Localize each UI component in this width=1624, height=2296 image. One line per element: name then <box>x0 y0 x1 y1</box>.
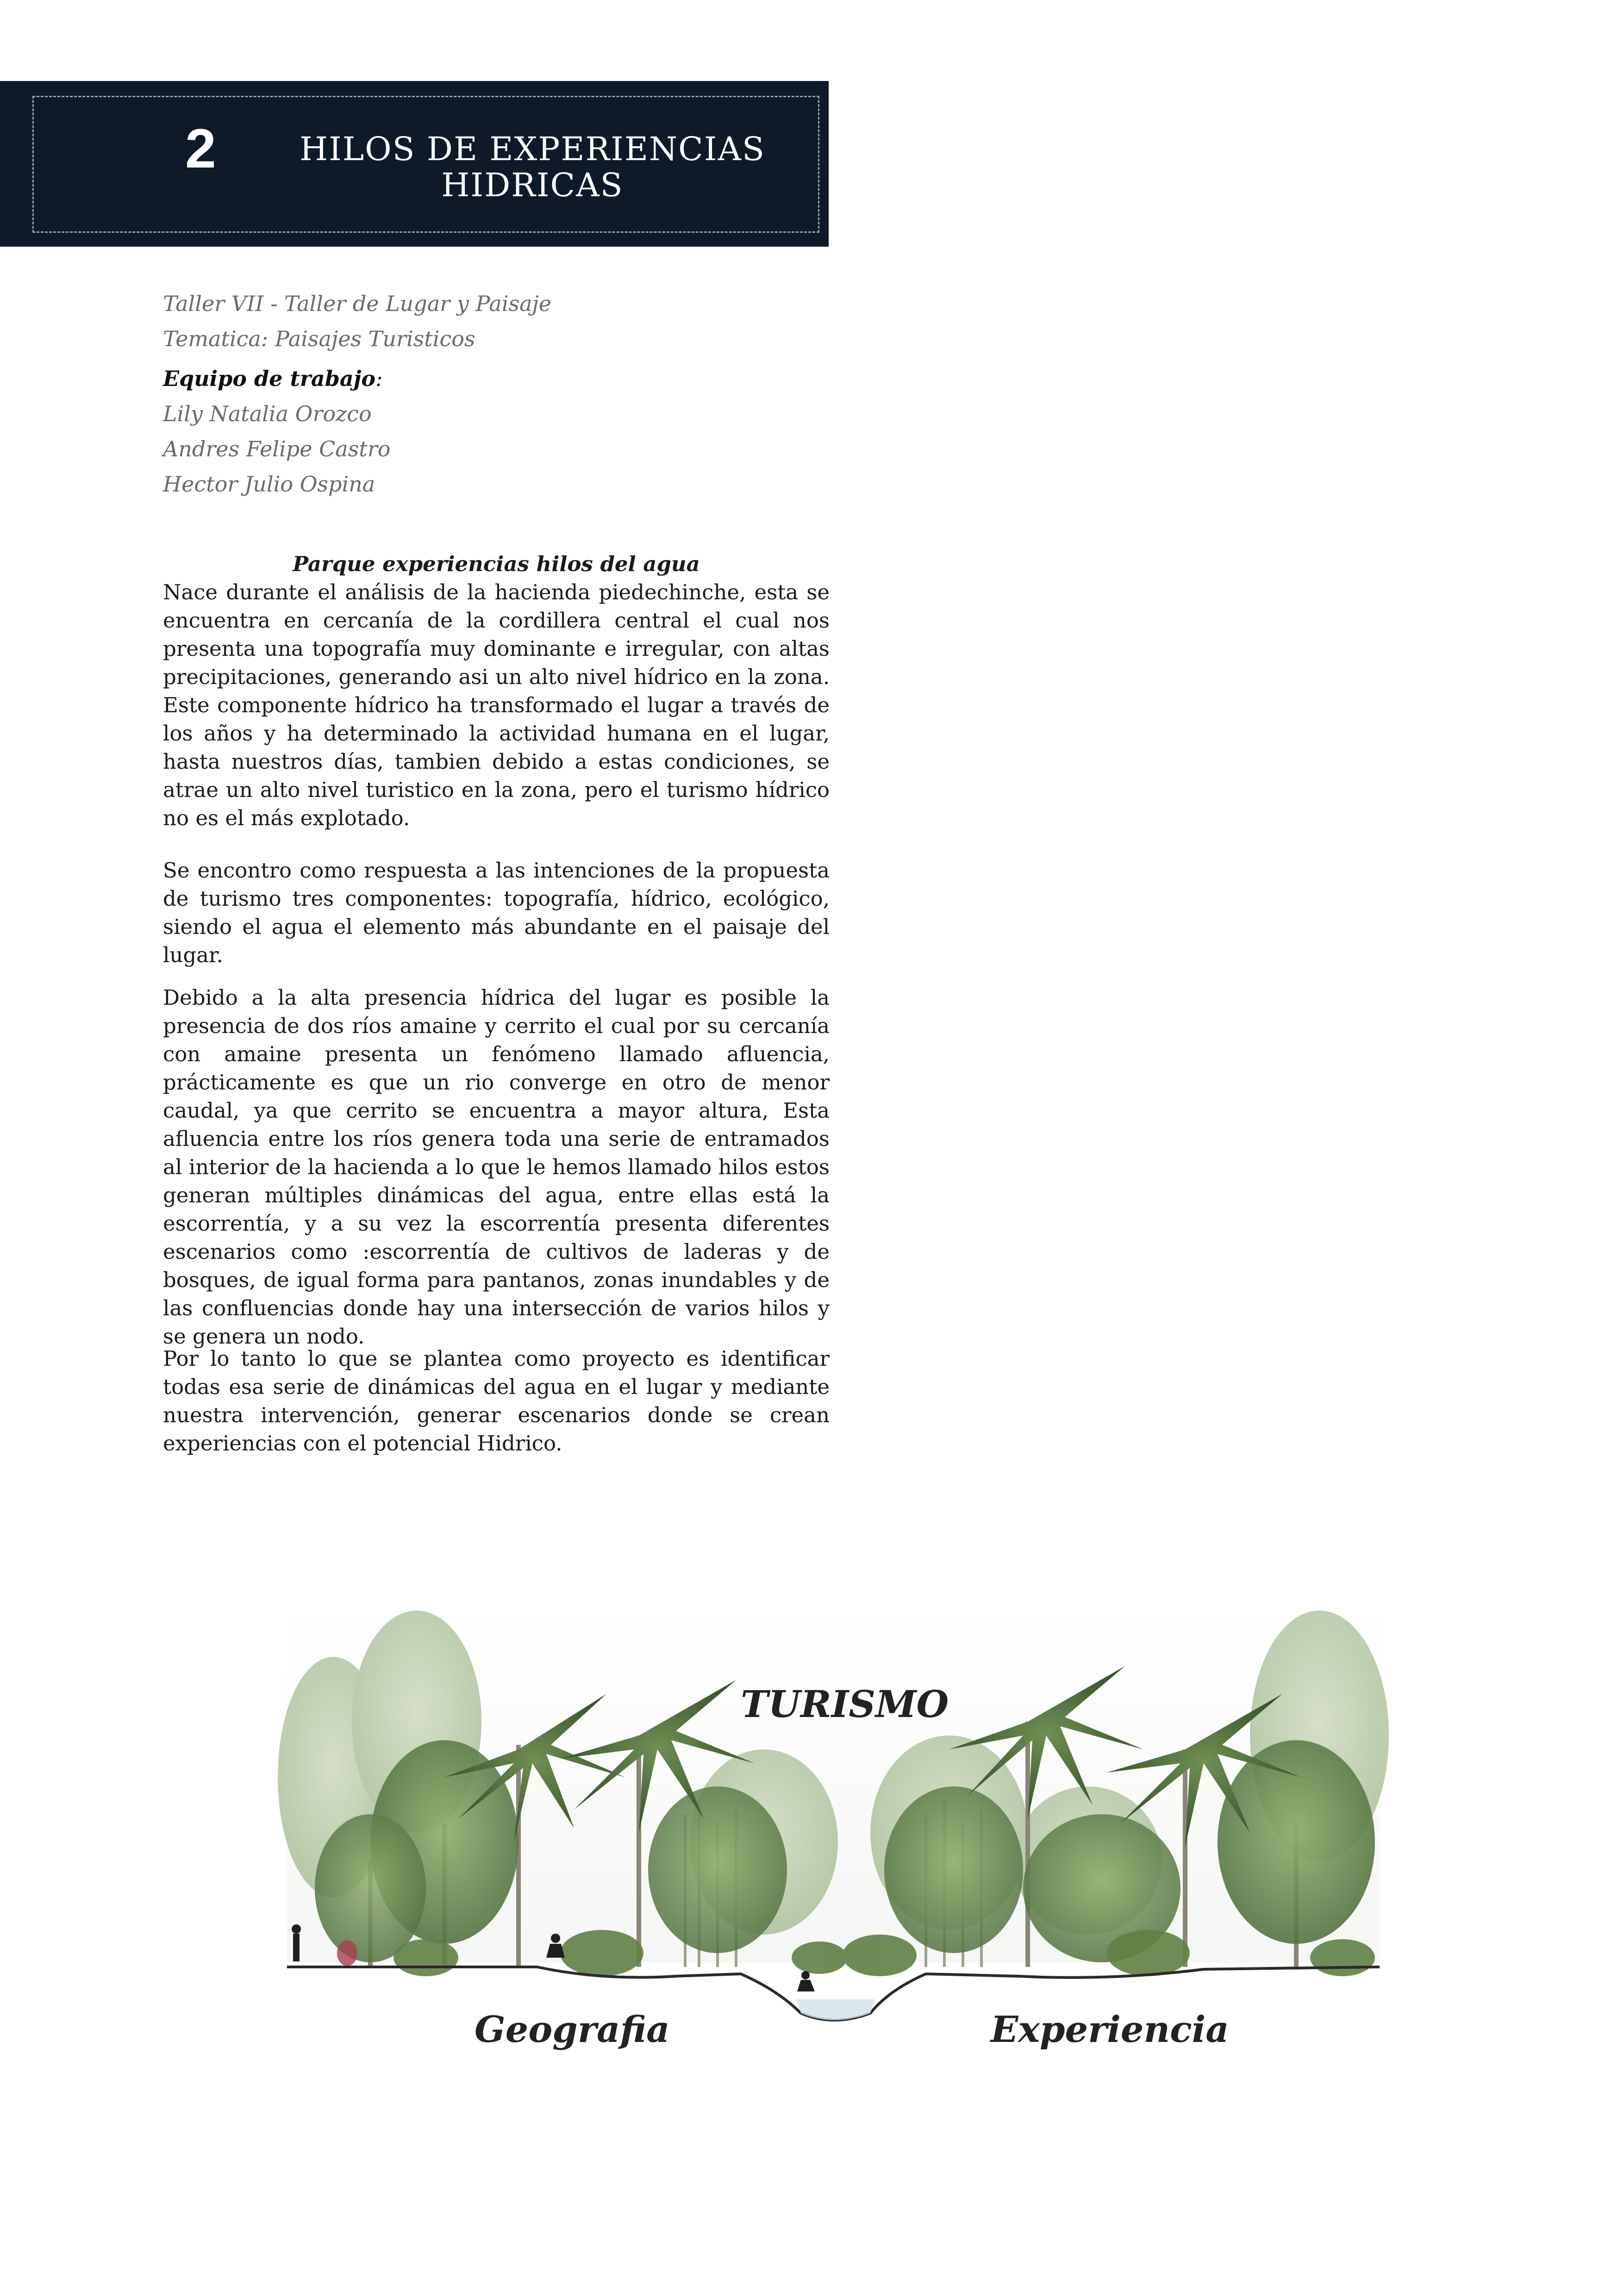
chapter-title-line-1: HILOS DE EXPERIENCIAS <box>300 130 765 168</box>
team-heading <box>163 361 811 396</box>
paragraph-2: Se encontro como respuesta a las intenciones de la propuesta de turismo tres componentes: topografía, hídrico, ecológico, siendo el agua el elemento más abundante en el paisaje del lugar. <box>163 858 830 967</box>
chapter-header <box>0 81 829 247</box>
intro-section <box>163 550 830 832</box>
chapter-title-line-2: HIDRICAS <box>441 166 624 204</box>
section-title: Parque experiencias hilos del agua <box>293 552 700 576</box>
chapter-title <box>296 131 768 203</box>
paragraph-1: Nace durante el análisis de la hacienda piedechinche, esta se encuentra en cercanía de la cordillera central el cual nos presenta una topografía muy dominante e irregular, con altas precipitaciones, generando asi un alto nivel hídrico en la zona. Este componente hídrico ha transformado el lugar a través de los años y ha determinado la actividad humana en el lugar, hasta nuestros días, tambien debido a estas condiciones, se atrae un alto nivel turistico en la zona, pero el turismo hídrico no es el más explotado. <box>163 580 830 830</box>
course-name: Taller VII - Taller de Lugar y Paisaje <box>163 291 552 316</box>
label-geografia: Geografia <box>475 2009 670 2051</box>
team-heading-colon: : <box>375 366 383 391</box>
paragraph-3: Debido a la alta presencia hídrica del lugar es posible la presencia de dos ríos amaine y cerrito el cual por su cercanía con amaine presenta un fenómeno llamado afluencia, prácticamente es que un rio converge en otro de menor caudal, ya que cerrito se encuentra a mayor altura, Esta afluencia entre los ríos genera toda una serie de entramados al interior de la hacienda a lo que le hemos llamado hilos estos generan múltiples dinámicas del agua, entre ellas está la escorrentía, y a su vez la escorrentía presenta diferentes escenarios como :escorrentía de cultivos de laderas y de bosques, de igual forma para pantanos, zonas inundables y de las confluencias donde hay una intersección de varios hilos y se genera un nodo. <box>163 985 830 1349</box>
theme-line: Tematica: Paisajes Turisticos <box>163 326 475 351</box>
team-member: Andres Felipe Castro <box>163 436 391 461</box>
label-experiencia: Experiencia <box>991 2009 1229 2051</box>
label-turismo: TURISMO <box>741 1682 949 1726</box>
team-member: Lily Natalia Orozco <box>163 401 372 426</box>
team-member: Hector Julio Ospina <box>163 472 375 497</box>
team-heading-text: Equipo de trabajo <box>163 366 376 391</box>
landscape-section-graphic <box>278 1583 1389 2055</box>
credits-block <box>163 286 811 502</box>
paragraph-4: Por lo tanto lo que se plantea como proyecto es identificar todas esa serie de dinámicas del agua en el lugar y mediante nuestra intervención, generar escenarios donde se crean experiencias con el potencial Hidrico. <box>163 1346 830 1456</box>
chapter-number: 2 <box>185 118 216 180</box>
landscape-section-illustration <box>278 1583 1389 2055</box>
